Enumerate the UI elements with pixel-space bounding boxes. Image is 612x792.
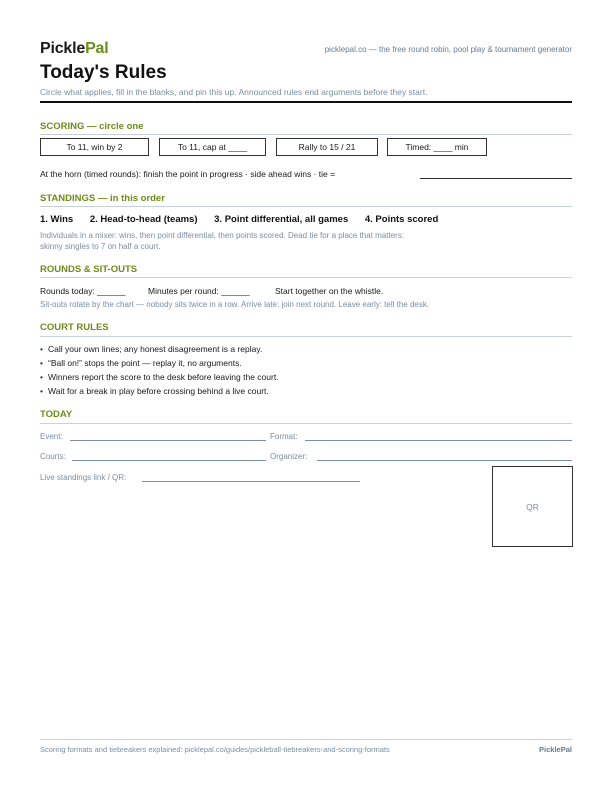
start-instruction: Start together on the whistle. bbox=[275, 286, 384, 296]
today-heading: TODAY bbox=[40, 409, 73, 420]
brand-name-part2: Pal bbox=[85, 40, 109, 57]
court-rule-item: • “Ball on!” stops the point — replay it, no arguments. bbox=[40, 356, 279, 370]
title-divider bbox=[40, 101, 572, 103]
scoring-option-win-by-2[interactable]: To 11, win by 2 bbox=[40, 138, 149, 156]
page-subtitle: Circle what applies, fill in the blanks, and pin this up. Announced rules end arguments before they start. bbox=[40, 87, 428, 97]
court-rule-item: • Call your own lines; any honest disagreement is a replay. bbox=[40, 342, 279, 356]
courts-field[interactable] bbox=[72, 460, 266, 461]
scoring-option-cap[interactable]: To 11, cap at ____ bbox=[159, 138, 266, 156]
court-rule-item: • Winners report the score to the desk before leaving the court. bbox=[40, 370, 279, 384]
standings-item-points-scored: 4. Points scored bbox=[364, 214, 439, 225]
minutes-per-round-field[interactable]: Minutes per round: ______ bbox=[148, 286, 250, 296]
standings-item-point-differential: 3. Point differential, all games bbox=[214, 214, 349, 225]
footer-divider bbox=[40, 739, 572, 740]
court-rules-heading: COURT RULES bbox=[40, 322, 109, 333]
qr-placeholder-label: QR bbox=[526, 501, 539, 512]
standings-heading: STANDINGS — in this order bbox=[40, 193, 165, 204]
scoring-heading: SCORING — circle one bbox=[40, 121, 144, 132]
court-rules-divider bbox=[40, 336, 572, 337]
rounds-today-field[interactable]: Rounds today: ______ bbox=[40, 286, 126, 296]
sit-out-note: Sit-outs rotate by the chart — nobody sits twice in a row. Arrive late: join next round. Leave early: tell the desk. bbox=[40, 300, 430, 309]
live-standings-field[interactable] bbox=[142, 481, 360, 482]
standings-order bbox=[40, 214, 452, 225]
format-field[interactable] bbox=[305, 440, 572, 441]
standings-item-head-to-head: 2. Head-to-head (teams) bbox=[89, 214, 198, 225]
standings-note-line2: skinny singles to 7 on half a court. bbox=[40, 242, 161, 251]
live-standings-label: Live standings link / QR: bbox=[40, 473, 127, 482]
footer-brand: PicklePal bbox=[539, 745, 572, 754]
today-divider bbox=[40, 423, 572, 424]
rounds-divider bbox=[40, 277, 572, 278]
standings-item-wins: 1. Wins bbox=[40, 214, 74, 225]
scoring-divider bbox=[40, 134, 572, 135]
rounds-heading: ROUNDS & SIT-OUTS bbox=[40, 264, 138, 275]
brand-name-part1: Pickle bbox=[40, 40, 86, 57]
standings-note-line1: Individuals in a mixer: wins, then point differential, then points scored. Dead tie for a place that matters: bbox=[40, 231, 405, 240]
courts-label: Courts: bbox=[40, 452, 66, 461]
tie-blank-line[interactable] bbox=[420, 178, 572, 179]
scoring-option-timed[interactable]: Timed: ____ min bbox=[387, 138, 487, 156]
standings-divider bbox=[40, 206, 572, 207]
court-rules-list bbox=[40, 342, 279, 398]
brand-logo bbox=[40, 40, 108, 58]
qr-code-box bbox=[492, 466, 573, 547]
event-label: Event: bbox=[40, 432, 63, 441]
horn-rule-text: At the horn (timed rounds): finish the point in progress · side ahead wins · tie = bbox=[40, 169, 336, 179]
footer-guide-link[interactable]: Scoring formats and tiebreakers explained: picklepal.co/guides/pickleball-tiebreakers-and-scoring-formats bbox=[40, 745, 390, 754]
event-field[interactable] bbox=[70, 440, 266, 441]
format-label: Format: bbox=[270, 432, 298, 441]
scoring-option-rally[interactable]: Rally to 15 / 21 bbox=[276, 138, 378, 156]
rules-sheet bbox=[40, 0, 572, 792]
court-rule-item: • Wait for a break in play before crossing behind a live court. bbox=[40, 384, 279, 398]
page-title: Today's Rules bbox=[40, 62, 167, 83]
brand-tagline: picklepal.co — the free round robin, pool play & tournament generator bbox=[324, 45, 572, 54]
organizer-field[interactable] bbox=[317, 460, 572, 461]
organizer-label: Organizer: bbox=[270, 452, 308, 461]
